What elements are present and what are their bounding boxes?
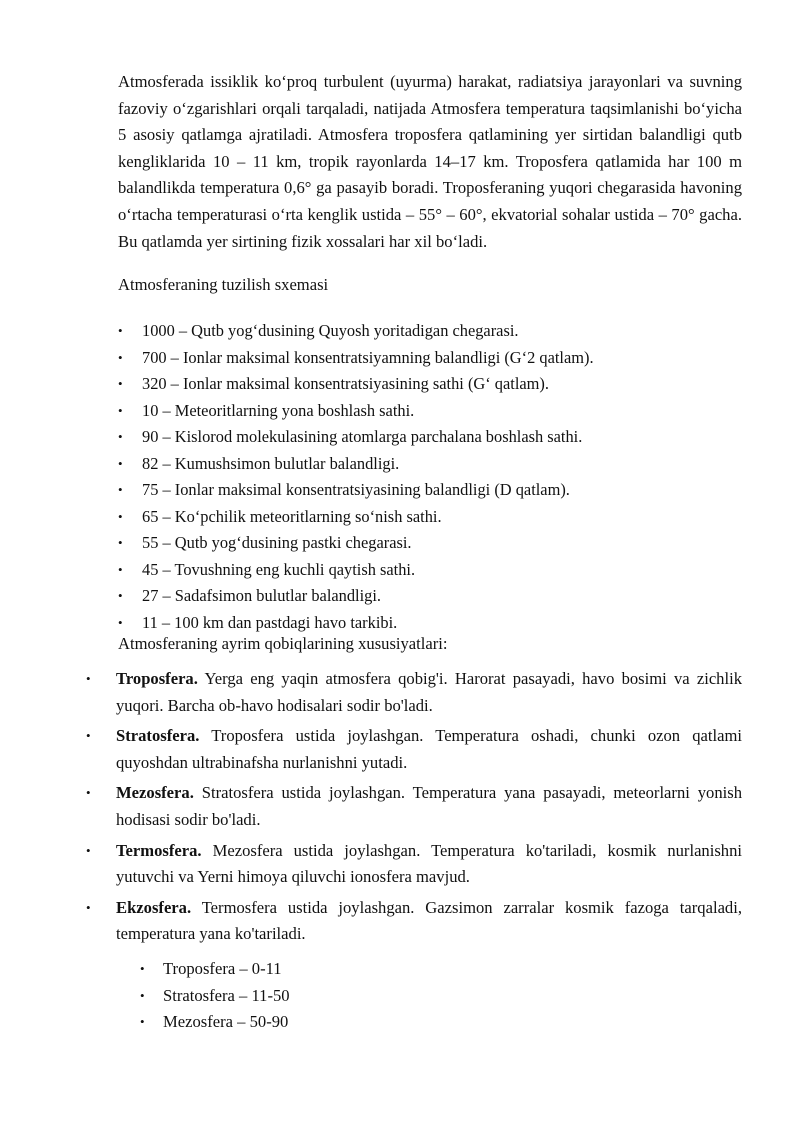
scheme-item-text: 1000 – Qutb yog‘dusining Quyosh yoritadigan chegarasi. xyxy=(142,321,519,340)
layer-name: Troposfera. xyxy=(116,669,198,688)
scheme-item-text: 90 – Kislorod molekulasining atomlarga parchalana boshlash sathi. xyxy=(142,427,583,446)
scheme-item xyxy=(118,583,594,610)
features-heading: Atmosferaning ayrim qobiqlarining xususiyatlari: xyxy=(118,634,448,653)
bullet-icon: • xyxy=(86,842,91,858)
layer-name: Ekzosfera. xyxy=(116,897,192,917)
bullet-icon: • xyxy=(118,376,123,391)
layer-item-troposfera xyxy=(86,666,742,719)
layer-name: Termosfera. xyxy=(116,840,202,860)
bullet-icon: • xyxy=(118,535,123,550)
scheme-item-text: 65 – Ko‘pchilik meteoritlarning so‘nish sathi. xyxy=(142,506,442,526)
bullet-icon: • xyxy=(86,785,91,801)
bullet-icon: • xyxy=(118,588,123,603)
layer-item-termosfera xyxy=(86,838,742,891)
layer-description: Mezosfera ustida joylashgan. Temperatura ko'tariladi, kosmik nurlanishni yutuvchi va Yerni himoya qiluvchi ionosfera mavjud. xyxy=(116,840,742,887)
layer-description: Stratosfera ustida joylashgan. Temperatura yana pasayadi, meteorlarni yonish hodisasi sodir bo'ladi. xyxy=(116,783,742,829)
layer-features-list xyxy=(86,666,742,952)
bullet-icon: • xyxy=(118,402,123,418)
scheme-item xyxy=(118,318,594,345)
scheme-item xyxy=(118,345,594,372)
bullet-icon: • xyxy=(118,349,123,365)
layer-item-stratosfera xyxy=(86,723,742,776)
bullet-icon: • xyxy=(140,1014,145,1030)
range-item xyxy=(140,983,290,1010)
layer-ranges-list xyxy=(140,956,290,1036)
layer-description: Yerga eng yaqin atmosfera qobig'i. Harorat pasayadi, havo bosimi va zichlik yuqori. Barcha ob-havo hodisalari sodir bo'ladi. xyxy=(116,669,742,715)
range-item-text: Troposfera – 0-11 xyxy=(163,959,282,978)
bullet-icon: • xyxy=(140,987,145,1003)
scheme-item-text: 45 – Tovushning eng kuchli qaytish sathi. xyxy=(142,559,416,579)
range-item xyxy=(140,956,290,983)
scheme-heading: Atmosferaning tuzilish sxemasi xyxy=(118,275,329,294)
scheme-item xyxy=(118,530,594,557)
scheme-item xyxy=(118,398,594,425)
bullet-icon: • xyxy=(118,323,123,338)
scheme-item-text: 11 – 100 km dan pastdagi havo tarkibi. xyxy=(142,612,398,632)
bullet-icon: • xyxy=(118,614,123,630)
scheme-list xyxy=(118,318,594,636)
layer-item-ekzosfera xyxy=(86,895,742,948)
scheme-item-text: 27 – Sadafsimon bulutlar balandligi. xyxy=(142,586,381,605)
scheme-item xyxy=(118,371,594,398)
bullet-icon: • xyxy=(118,455,123,471)
scheme-item-text: 55 – Qutb yog‘dusining pastki chegarasi. xyxy=(142,533,412,552)
bullet-icon: • xyxy=(140,961,145,976)
scheme-item-text: 700 – Ionlar maksimal konsentratsiyamning balandligi (G‘2 qatlam). xyxy=(142,347,594,367)
bullet-icon: • xyxy=(118,482,123,497)
layer-item-mezosfera xyxy=(86,780,742,833)
bullet-icon: • xyxy=(118,508,123,524)
scheme-item xyxy=(118,451,594,478)
bullet-icon: • xyxy=(118,429,123,444)
bullet-icon: • xyxy=(86,671,91,686)
layer-description: Troposfera ustida joylashgan. Temperatura oshadi, chunki ozon qatlami quyoshdan ultrabinafsha nurlanishni yutadi. xyxy=(116,726,742,772)
scheme-item xyxy=(118,477,594,504)
bullet-icon: • xyxy=(86,899,91,915)
range-item xyxy=(140,1009,290,1036)
scheme-item xyxy=(118,424,594,451)
layer-name: Stratosfera. xyxy=(116,726,200,746)
scheme-item-text: 82 – Kumushsimon bulutlar balandligi. xyxy=(142,453,400,473)
range-item-text: Mezosfera – 50-90 xyxy=(163,1012,289,1032)
scheme-item xyxy=(118,504,594,531)
bullet-icon: • xyxy=(86,728,91,744)
scheme-item-text: 320 – Ionlar maksimal konsentratsiyasining sathi (G‘ qatlam). xyxy=(142,374,549,393)
layer-name: Mezosfera. xyxy=(116,783,194,803)
intro-paragraph: Atmosferada issiklik ko‘proq turbulent (uyurma) harakat, radiatsiya jarayonlari va suvning fazoviy o‘zgarishlari orqali tarqaladi, natijada Atmosfera temperatura taqsimlanishi bo‘yicha 5 asosiy qatlamga ajratiladi. Atmosfera troposfera qatlamining yer sirtidan balandligi qutb kengliklarida 10 – 11 km, tropik rayonlarda 14–17 km. Troposfera qatlamida har 100 m balandlikda temperatura 0,6° ga pasayib boradi. Troposferaning yuqori chegarasida havoning o‘rtacha temperaturasi o‘rta kenglik ustida – 55° – 60°, ekvatorial sohalar ustida – 70° gacha. Bu qatlamda yer sirtining fizik xossalari har xil bo‘ladi. xyxy=(118,72,742,251)
layer-description: Termosfera ustida joylashgan. Gazsimon zarralar kosmik fazoga tarqaladi, temperatura yana ko'tariladi. xyxy=(116,897,742,944)
scheme-item-text: 10 – Meteoritlarning yona boshlash sathi. xyxy=(142,400,415,420)
scheme-item xyxy=(118,557,594,584)
scheme-item-text: 75 – Ionlar maksimal konsentratsiyasining balandligi (D qatlam). xyxy=(142,480,570,499)
bullet-icon: • xyxy=(118,561,123,577)
range-item-text: Stratosfera – 11-50 xyxy=(163,985,290,1005)
